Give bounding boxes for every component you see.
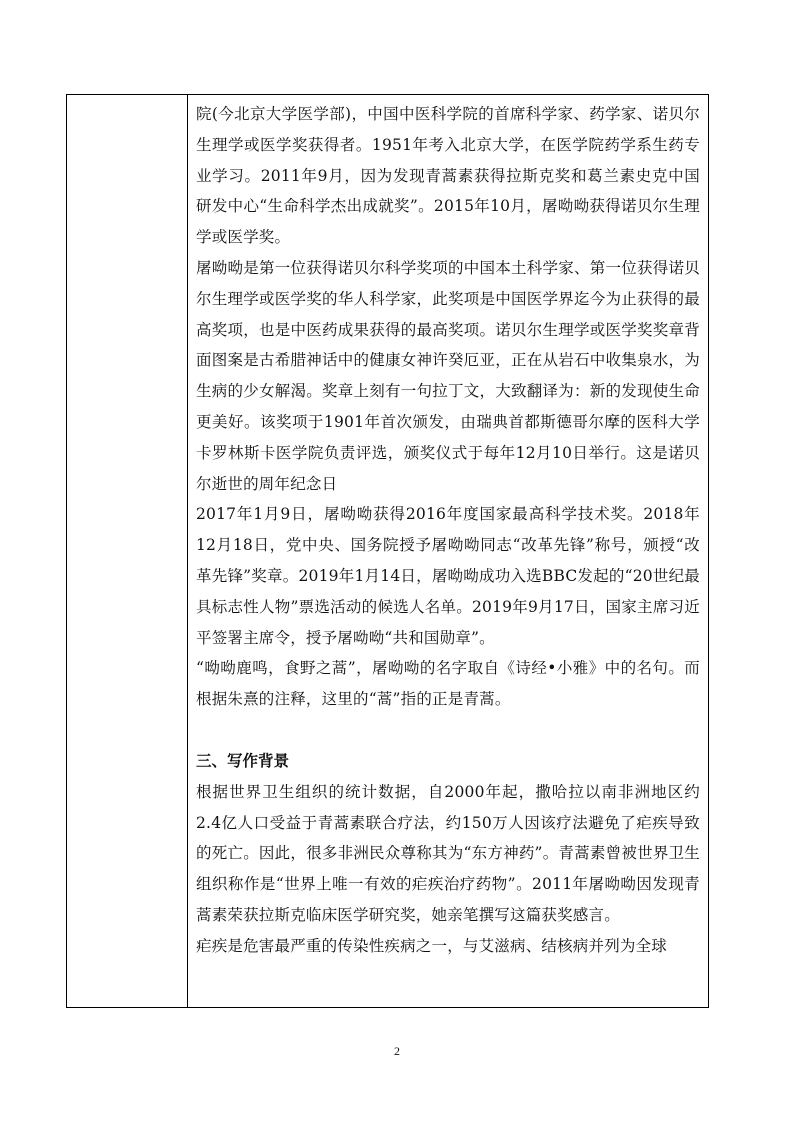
table-left-column bbox=[67, 95, 188, 1007]
bio-paragraph: 院(今北京大学医学部)，中国中医科学院的首席科学家、药学家、诺贝尔生理学或医学奖获得者。1951年考入北京大学，在医学院药学系生药专业学习。2011年9月，因为发现青蒿素获得拉斯克奖和葛兰素史克中国研发中心“生命科学杰出成就奖”。2015年10月，屠呦呦获得诺贝尔生理学或医学奖。 bbox=[196, 105, 700, 247]
bio-paragraph: 2017年1月9日，屠呦呦获得2016年度国家最高科学技术奖。2018年12月18日，党中央、国务院授予屠呦呦同志“改革先锋”称号，颁授“改革先锋”奖章。2019年1月14日，屠呦呦成功入选BBC发起的“20世纪最具标志性人物”票选活动的候选人名单。2019年9月17日，国家主席习近平签署主席令，授予屠呦呦“共和国勋章”。 bbox=[196, 505, 700, 647]
page-number: 2 bbox=[394, 1044, 400, 1058]
paragraph-spacer bbox=[196, 715, 700, 746]
bio-paragraph: “呦呦鹿鸣，食野之蒿”，屠呦呦的名字取自《诗经•小雅》中的名句。而根据朱熹的注释，这里的“蒿”指的正是青蒿。 bbox=[196, 659, 700, 709]
bio-paragraph: 屠呦呦是第一位获得诺贝尔科学奖项的中国本土科学家、第一位获得诺贝尔生理学或医学奖的华人科学家，此奖项是中国医学界迄今为止获得的最高奖项，也是中医药成果获得的最高奖项。诺贝尔生理学或医学奖奖章背面图案是古希腊神话中的健康女神许癸厄亚，正在从岩石中收集泉水，为生病的少女解渴。奖章上刻有一句拉丁文，大致翻译为：新的发现使生命更美好。该奖项于1901年首次颁发，由瑞典首都斯德哥尔摩的医科大学卡罗林斯卡医学院负责评选，颁奖仪式于每年12月10日举行。这是诺贝尔逝世的周年纪念日 bbox=[196, 258, 700, 493]
section-paragraph: 根据世界卫生组织的统计数据，自2000年起，撒哈拉以南非洲地区约2.4亿人口受益于青蒿素联合疗法，约150万人因该疗法避免了疟疾导致的死亡。因此，很多非洲民众尊称其为“东方神药”。青蒿素曾被世界卫生组织称作是“世界上唯一有效的疟疾治疗药物”。2011年屠呦呦因发现青蒿素荣获拉斯克临床医学研究奖，她亲笔撰写这篇获奖感言。 bbox=[196, 782, 700, 924]
table-right-column bbox=[188, 95, 708, 1007]
section-heading: 三、写作背景 bbox=[196, 751, 290, 770]
content-table bbox=[66, 94, 709, 1008]
section-paragraph: 疟疾是危害最严重的传染性疾病之一，与艾滋病、结核病并列为全球 bbox=[196, 936, 668, 955]
